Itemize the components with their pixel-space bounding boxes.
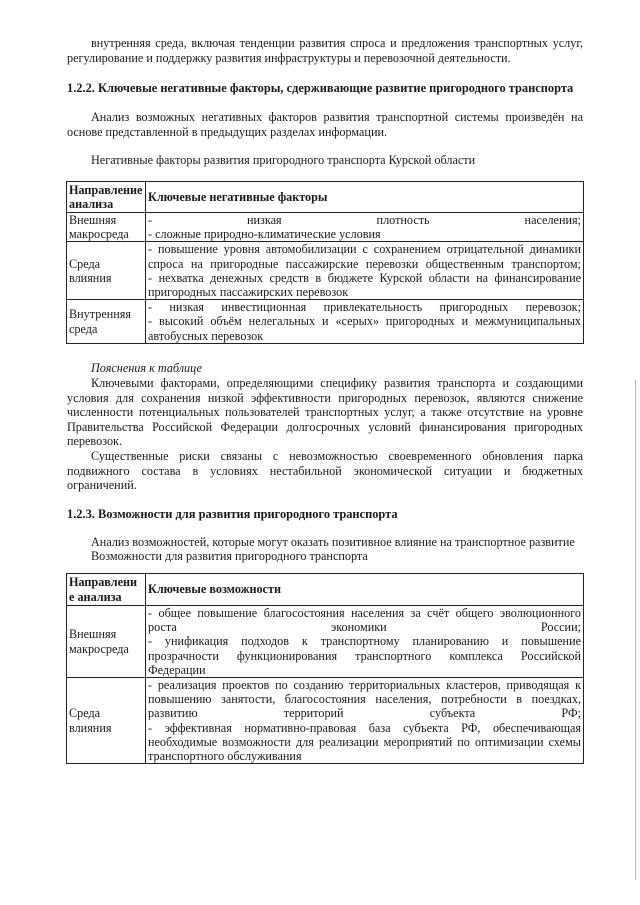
row-opportunities xyxy=(146,678,584,764)
text-line: развитию территорий субъекта РФ; xyxy=(148,706,581,721)
text-line: перевозок. xyxy=(67,434,123,449)
row-factors xyxy=(146,242,584,300)
header-opportunities: Ключевые возможности xyxy=(146,574,584,606)
opportunities-table xyxy=(66,573,584,764)
header-direction: Направлени е анализа xyxy=(67,574,146,606)
intro-paragraph xyxy=(67,36,583,65)
table-row xyxy=(67,606,584,678)
text-line: - реализация проектов по созданию территориальных кластеров, приводящая к xyxy=(148,678,581,693)
text-line: - эффективная нормативно-правовая база субъекта РФ, обеспечивающая xyxy=(148,720,581,735)
text-line: Существенные риски связаны с невозможностью своевременного обновления парка xyxy=(91,449,583,463)
table1-caption: Негативные факторы развития пригородного транспорта Курской области xyxy=(91,153,476,167)
section-122-heading: 1.2.2. Ключевые негативные факторы, сдерживающие развитие пригородного транспорта xyxy=(67,81,574,95)
notes-paragraph-1 xyxy=(67,376,583,449)
notes-paragraph-2 xyxy=(67,449,583,493)
text-line: - низкая плотность населения; xyxy=(148,213,581,227)
text-line: транспортного обслуживания xyxy=(148,749,302,764)
table2-caption: Возможности для развития пригородного транспорта xyxy=(91,549,368,563)
text-line: спроса на пригородные пассажирские перевозки общественным транспортом; xyxy=(148,256,581,271)
text-line: повышению занятости, благосостояния населения, потребности в поездках, xyxy=(148,692,581,707)
row-direction: Среда влияния xyxy=(67,242,146,300)
row-direction: Среда влияния xyxy=(67,678,146,764)
text-line: пригородных пассажирских перевозок xyxy=(148,285,349,300)
table-row xyxy=(67,213,584,242)
row-direction: Внешняя макросреда xyxy=(67,213,146,242)
section-122-paragraph xyxy=(67,110,583,139)
text-line: Анализ возможных негативных факторов развития транспортной системы произведён на xyxy=(91,110,583,124)
table-row xyxy=(67,300,584,344)
text-line: - сложные природно-климатические условия xyxy=(148,227,381,242)
section-123-paragraph: Анализ возможностей, которые могут оказать позитивное влияние на транспортное развитие xyxy=(91,535,575,549)
text-line: Федерации xyxy=(148,662,206,677)
text-line: основе представленной в предыдущих разделах информации. xyxy=(67,124,388,139)
text-line: - унификация подходов к транспортному планированию и повышение xyxy=(148,634,581,649)
text-line: регулирование и поддержку развития инфраструктуры и перевозочной деятельности. xyxy=(67,50,511,65)
row-direction: Внешняя макросреда xyxy=(67,606,146,678)
negative-factors-table xyxy=(66,181,584,344)
text-line: подвижного состава в условиях нестабильной экономической ситуации и бюджетных xyxy=(67,463,583,478)
text-line: - общее повышение благосостояния населения за счёт общего эволюционного xyxy=(148,606,581,620)
row-opportunities xyxy=(146,606,584,678)
table-row xyxy=(67,678,584,764)
text-line: необходимые возможности для реализации мероприятий по оптимизации схемы xyxy=(148,734,581,749)
text-line: условия для сохранения низкой эффективности пригородных перевозок, являются снижение xyxy=(67,390,583,405)
text-line: - повышение уровня автомобилизации с сохранением отрицательной динамики xyxy=(148,242,581,257)
table-row xyxy=(67,242,584,300)
text-line: Ключевыми факторами, определяющими специфику развития транспорта и создающими xyxy=(91,376,583,390)
text-line: прозрачности функционирования транспортного комплекса Российской xyxy=(148,648,581,663)
header-direction: Направление анализа xyxy=(67,182,146,213)
notes-title: Пояснения к таблице xyxy=(91,361,202,375)
text-line: численности потенциальных пользователей транспортных услуг, а также отсутствие на уровне xyxy=(67,405,583,420)
scan-edge xyxy=(635,380,636,880)
text-line: - высокий объём нелегальных и «серых» пригородных и межмуниципальных xyxy=(148,314,581,329)
text-line: - нехватка денежных средств в бюджете Курской области на финансирование xyxy=(148,270,581,285)
text-line: - низкая инвестиционная привлекательность пригородных перевозок; xyxy=(148,300,581,315)
table-header-row xyxy=(67,182,584,213)
row-factors xyxy=(146,300,584,344)
text-line: Правительства Российской Федерации долгосрочных условий финансирования пригородных xyxy=(67,419,583,434)
text-line: автобусных перевозок xyxy=(148,328,264,343)
header-factors: Ключевые негативные факторы xyxy=(146,182,584,213)
text-line: роста экономики России; xyxy=(148,620,581,635)
row-direction: Внутренняя среда xyxy=(67,300,146,344)
text-line: ограничений. xyxy=(67,478,137,493)
table-header-row xyxy=(67,574,584,606)
section-123-heading: 1.2.3. Возможности для развития пригородного транспорта xyxy=(67,507,398,521)
text-line: внутренняя среда, включая тенденции развития спроса и предложения транспортных услуг, xyxy=(91,36,583,50)
row-factors xyxy=(146,213,584,242)
